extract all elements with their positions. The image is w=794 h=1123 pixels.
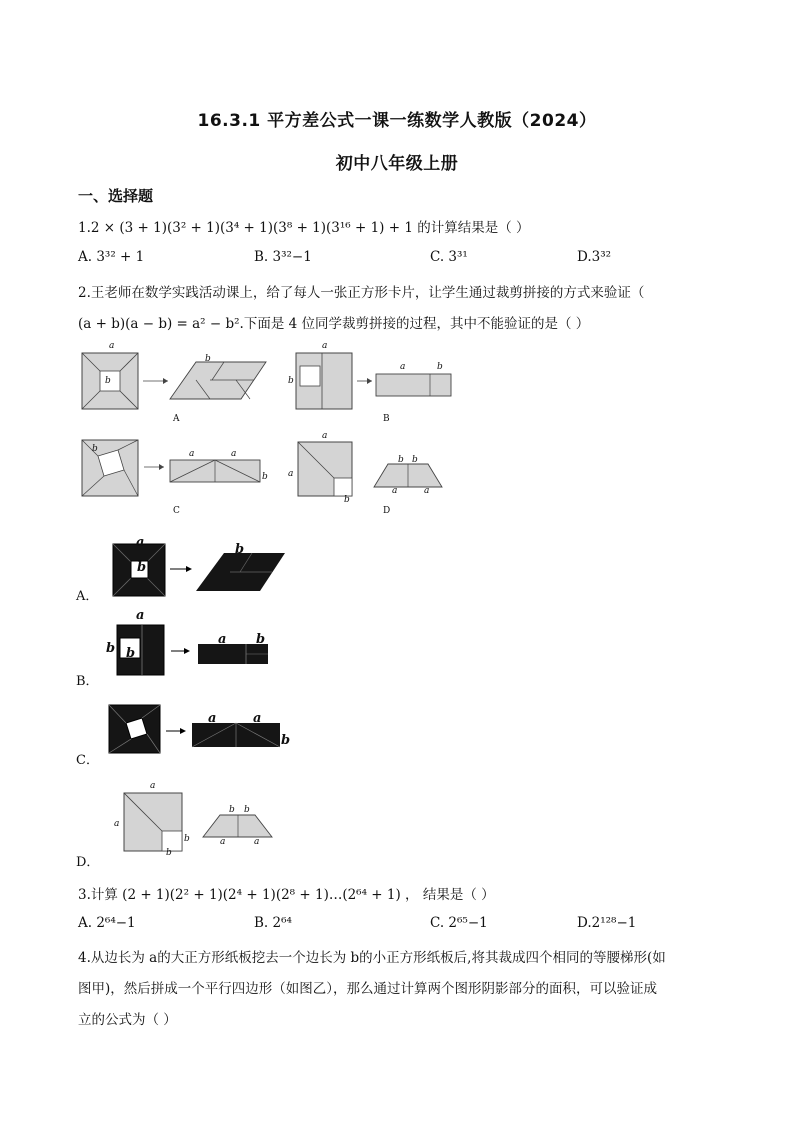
q3-stem: 3.计算 (2 + 1)(2² + 1)(2⁴ + 1)(2⁸ + 1)…(2⁶⁴ + 1) ， 结果是（ ） <box>78 887 495 903</box>
fig-c-label-a1: a <box>189 449 195 459</box>
opt-c-label-a2: a <box>253 711 262 726</box>
opt-d-label-a: a <box>150 781 156 791</box>
opt-a-label-b2: b <box>235 542 245 557</box>
q4-line2: 图甲)，然后拼成一个平行四边形（如图乙），那么通过计算两个图形阴影部分的面积，可以验证成 <box>78 981 658 997</box>
opt-c-label-a1: a <box>208 711 217 726</box>
q1-option-c[interactable]: C. 3³¹ <box>430 249 468 265</box>
fig-d-label-a3: a <box>392 486 398 496</box>
figure-b-panel <box>296 353 451 409</box>
q3-option-b[interactable]: B. 2⁶⁴ <box>254 915 292 931</box>
q2-stem-line1: 2.王老师在数学实践活动课上，给了每人一张正方形卡片，让学生通过裁剪拼接的方式来验证（ <box>78 285 645 301</box>
q1-option-d[interactable]: D.3³² <box>577 249 612 265</box>
opt-d-label-a3: a <box>220 837 226 847</box>
opt-d-label-a4: a <box>254 837 260 847</box>
q2-option-b[interactable]: B． <box>76 674 99 689</box>
fig-d-label-a: a <box>322 431 328 441</box>
q2-option-c[interactable]: C． <box>76 753 99 768</box>
opt-d-label-b2: b <box>166 848 172 858</box>
fig-a-label-b: b <box>105 376 111 386</box>
fig-b-label-a: a <box>322 341 328 351</box>
q2-option-b-figure <box>110 622 280 682</box>
fig-a-label-a: a <box>109 341 115 351</box>
opt-b-label-b2: b <box>126 646 136 661</box>
opt-b-label-b: b <box>106 641 116 656</box>
q1-option-b[interactable]: B. 3³²−1 <box>254 249 312 265</box>
fig-b-label-b: b <box>288 376 294 386</box>
fig-caption-a: A <box>173 414 180 424</box>
section-heading: 一、选择题 <box>78 187 154 205</box>
fig-d-label-b3: b <box>412 455 418 465</box>
fig-b-label-a2: a <box>400 362 406 372</box>
opt-d-label-b4: b <box>244 805 250 815</box>
opt-d-label-b3: b <box>229 805 235 815</box>
q1-option-a[interactable]: A. 3³² + 1 <box>78 249 145 265</box>
page-title: 16.3.1 平方差公式一课一练数学人教版（2024） <box>197 111 597 131</box>
q2-option-d[interactable]: D． <box>76 855 100 870</box>
q4-line1: 4.从边长为 a的大正方形纸板挖去一个边长为 b的小正方形纸板后,将其裁成四个相同的等腰梯形(如 <box>78 950 666 966</box>
fig-caption-b: B <box>383 414 390 424</box>
fig-d-label-b2: b <box>398 455 404 465</box>
fig-c-label-b: b <box>92 444 98 454</box>
q2-option-d-figure <box>118 790 288 860</box>
q1-stem: 1.2 × (3 + 1)(3² + 1)(3⁴ + 1)(3⁸ + 1)(3¹⁶ + 1) + 1 的计算结果是（ ） <box>78 220 530 236</box>
q3-option-a[interactable]: A. 2⁶⁴−1 <box>78 915 136 931</box>
fig-b-label-b2: b <box>437 362 443 372</box>
q2-stem-line2: (a + b)(a − b) = a² − b².下面是 4 位同学裁剪拼接的过程，其中不能验证的是（ ） <box>78 316 590 332</box>
opt-c-label-b: b <box>281 733 291 748</box>
figure-d-panel <box>298 442 442 496</box>
fig-d-label-b: b <box>344 495 350 505</box>
fig-caption-d: D <box>383 506 391 516</box>
opt-a-label-b: b <box>137 560 147 575</box>
fig-d-label-a2: a <box>288 469 294 479</box>
page-subtitle: 初中八年级上册 <box>335 154 459 174</box>
q3-option-d[interactable]: D.2¹²⁸−1 <box>577 915 637 931</box>
fig-c-label-b2: b <box>262 472 268 482</box>
opt-d-label-b: b <box>184 834 190 844</box>
opt-b-label-a: a <box>136 608 145 623</box>
fig-d-label-a4: a <box>424 486 430 496</box>
fig-c-label-a2: a <box>231 449 237 459</box>
opt-b-label-b3: b <box>256 632 266 647</box>
opt-a-label-a: a <box>136 535 145 550</box>
q2-option-a[interactable]: A． <box>76 589 99 604</box>
opt-d-label-a2: a <box>114 819 120 829</box>
q2-overview-figure <box>76 338 466 523</box>
opt-b-label-a2: a <box>218 632 227 647</box>
fig-caption-c: C <box>173 506 180 516</box>
q4-line3: 立的公式为（ ） <box>78 1012 177 1028</box>
fig-a-label-b2: b <box>205 354 211 364</box>
q3-option-c[interactable]: C. 2⁶⁵−1 <box>430 915 488 931</box>
